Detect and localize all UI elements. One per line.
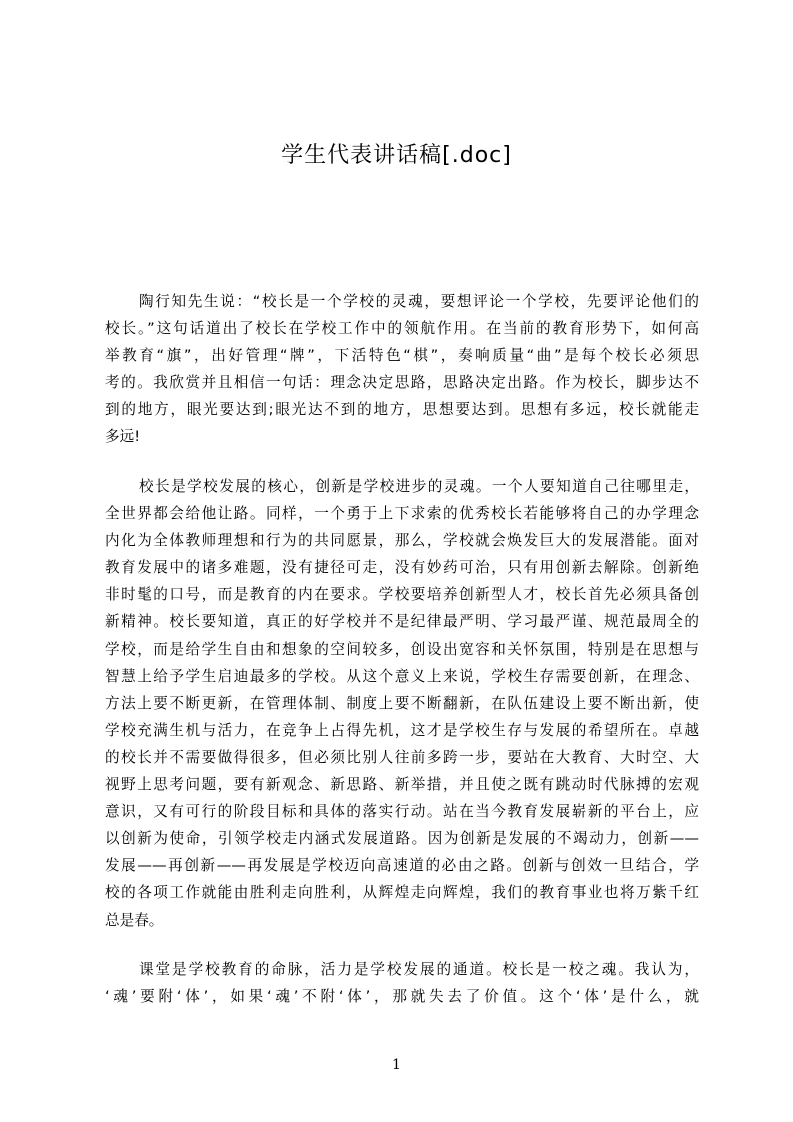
paragraph-line: 方法上要不断更新，在管理体制、制度上要不断翻新，在队伍建设上要不断出新，使: [105, 694, 699, 712]
paragraph-line: 校长。”这句话道出了校长在学校工作中的领航作用。在当前的教育形势下，如何高: [105, 320, 699, 338]
paragraph-line: 教育发展中的诸多难题，没有捷径可走，没有妙药可治，只有用创新去解除。创新绝: [105, 559, 699, 577]
paragraph-line: 内化为全体教师理想和行为的共同愿景，那么，学校就会焕发巨大的发展潜能。面对: [105, 532, 699, 550]
paragraph-line: 陶行知先生说：“校长是一个学校的灵魂，要想评论一个学校，先要评论他们的: [139, 293, 699, 310]
paragraph-line: 多远!: [105, 428, 141, 446]
paragraph-line: 以创新为使命，引领学校走内涵式发展道路。因为创新是发展的不竭动力，创新——: [105, 830, 699, 848]
paragraph-line: 视野上思考问题，要有新观念、新思路、新举措，并且使之既有跳动时代脉搏的宏观: [105, 776, 699, 794]
paragraph-line: 课堂是学校教育的命脉，活力是学校发展的通道。校长是一校之魂。我认为，: [139, 961, 699, 978]
paragraph-line: 发展——再创新——再发展是学校迈向高速道的必由之路。创新与创效一旦结合，学: [105, 857, 699, 875]
paragraph-line: 到的地方，眼光要达到;眼光达不到的地方，思想要达到。思想有多远，校长就能走: [105, 401, 699, 419]
paragraph-line: 意识，又有可行的阶段目标和具体的落实行动。站在当今教育发展崭新的平台上，应: [105, 803, 699, 821]
paragraph-line: 智慧上给予学生启迪最多的学校。从这个意义上来说，学校生存需要创新，在理念、: [105, 667, 699, 685]
paragraph-line: 校长是学校发展的核心，创新是学校进步的灵魂。一个人要知道自己往哪里走，: [139, 478, 699, 495]
page-number: 1: [392, 1057, 401, 1073]
paragraph-line: 新精神。校长要知道，真正的好学校并不是纪律最严明、学习最严谨、规范最周全的: [105, 613, 699, 631]
paragraph-2: [105, 473, 699, 934]
paragraph-line: 总是春。: [105, 911, 164, 929]
paragraph-line: 学校，而是给学生自由和想象的空间较多，创设出宽容和关怀氛围，特别是在思想与: [105, 640, 699, 658]
paragraph-line: 考的。我欣赏并且相信一句话：理念决定思路，思路决定出路。作为校长，脚步达不: [105, 374, 699, 392]
paragraph-1: [105, 288, 699, 451]
paragraph-line: 校的各项工作就能由胜利走向胜利，从辉煌走向辉煌，我们的教育事业也将万紫千红: [105, 884, 699, 902]
paragraph-3: [105, 956, 699, 1010]
paragraph-line: 非时髦的口号，而是教育的内在要求。学校要培养创新型人才，校长首先必须具备创: [105, 586, 699, 604]
paragraph-line: 学校充满生机与活力，在竞争上占得先机，这才是学校生存与发展的希望所在。卓越: [105, 721, 699, 739]
paragraph-line: 举教育“旗”，出好管理“牌”，下活特色“棋”，奏响质量“曲”是每个校长必须思: [105, 347, 699, 365]
document-title: 学生代表讲话稿[.doc]: [281, 143, 512, 168]
paragraph-line: ‘魂’要附‘体’，如果‘魂’不附‘体’，那就失去了价值。这个‘体’是什么，就: [105, 988, 699, 1006]
paragraph-line: 全世界都会给他让路。同样，一个勇于上下求索的优秀校长若能够将自己的办学理念: [105, 505, 699, 523]
paragraph-line: 的校长并不需要做得很多，但必须比别人往前多跨一步，要站在大教育、大时空、大: [105, 748, 699, 766]
